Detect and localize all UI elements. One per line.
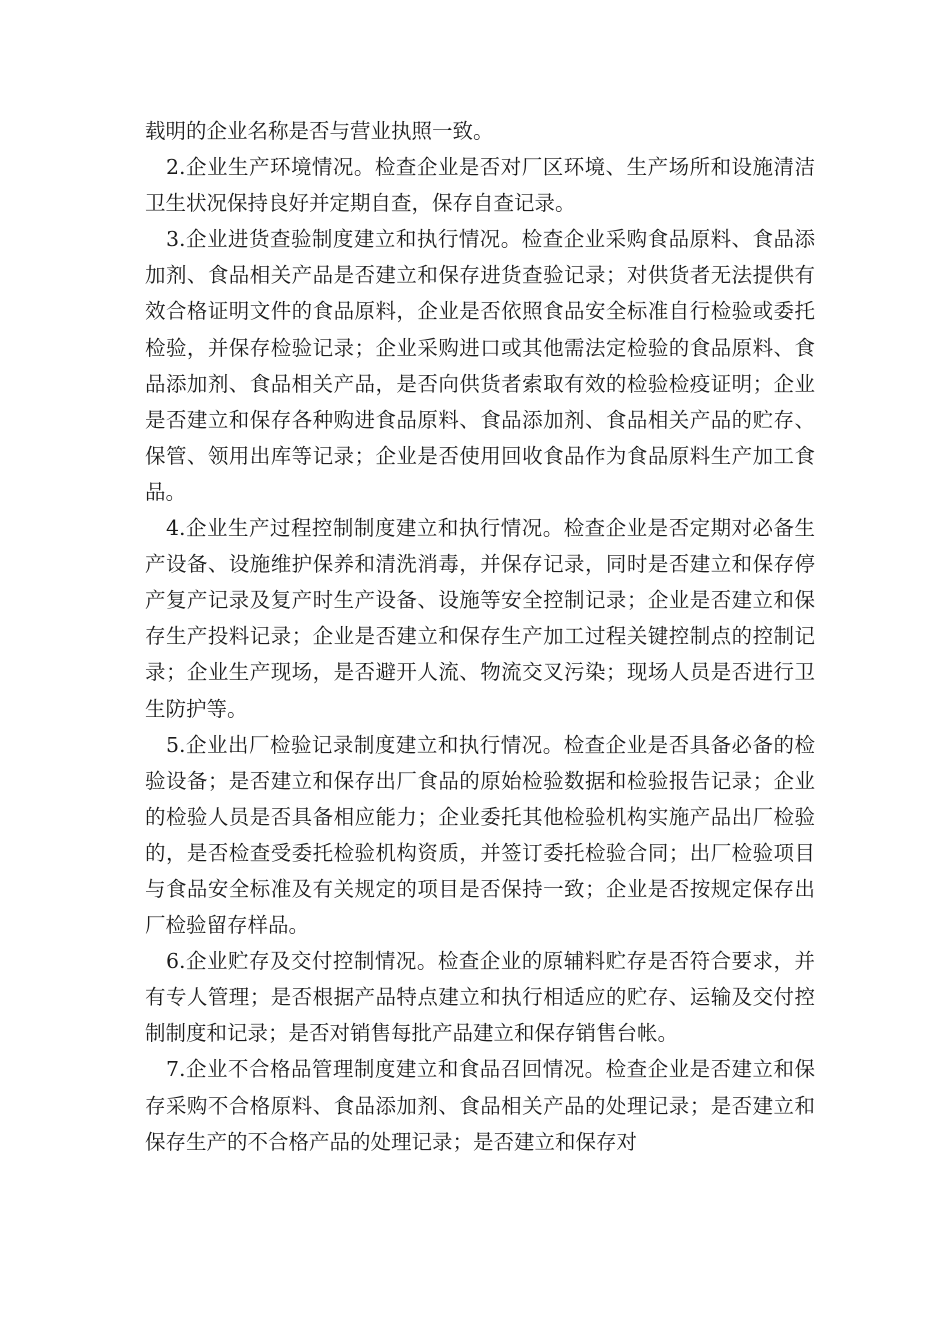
paragraph-5: 5.企业出厂检验记录制度建立和执行情况。检查企业是否具备必备的检验设备；是否建立和保存出厂食品的原始检验数据和检验报告记录；企业的检验人员是否具备相应能力；企业委托其他检验机构实施产品出厂检验的，是否检查受委托检验机构资质，并签订委托检验合同；出厂检验项目与食品安全标准及有关规定的项目是否保持一致；企业是否按规定保存出厂检验留存样品。	[145, 732, 815, 938]
paragraph-4: 4.企业生产过程控制制度建立和执行情况。检查企业是否定期对必备生产设备、设施维护保养和清洗消毒，并保存记录，同时是否建立和保存停产复产记录及复产时生产设备、设施等安全控制记录；企业是否建立和保存生产投料记录；企业是否建立和保存生产加工过程关键控制点的控制记录；企业生产现场，是否避开人流、物流交叉污染；现场人员是否进行卫生防护等。	[145, 516, 815, 721]
paragraph-7: 7.企业不合格品管理制度建立和食品召回情况。检查企业是否建立和保存采购不合格原料、食品添加剂、食品相关产品的处理记录；是否建立和保存生产的不合格产品的处理记录；是否建立和保存对	[145, 1057, 815, 1154]
paragraph-6: 6.企业贮存及交付控制情况。检查企业的原辅料贮存是否符合要求，并有专人管理；是否根据产品特点建立和执行相适应的贮存、运输及交付控制制度和记录；是否对销售每批产品建立和保存销售台帐。	[145, 949, 815, 1046]
paragraph-2: 2.企业生产环境情况。检查企业是否对厂区环境、生产场所和设施清洁卫生状况保持良好并定期自查，保存自查记录。	[145, 155, 815, 216]
document-page	[145, 113, 815, 1160]
paragraph-1: 载明的企业名称是否与营业执照一致。	[145, 119, 494, 143]
paragraph-3: 3.企业进货查验制度建立和执行情况。检查企业采购食品原料、食品添加剂、食品相关产品是否建立和保存进货查验记录；对供货者无法提供有效合格证明文件的食品原料，企业是否依照食品安全标准自行检验或委托检验，并保存检验记录；企业采购进口或其他需法定检验的食品原料、食品添加剂、食品相关产品，是否向供货者索取有效的检验检疫证明；企业是否建立和保存各种购进食品原料、食品添加剂、食品相关产品的贮存、保管、领用出库等记录；企业是否使用回收食品作为食品原料生产加工食品。	[145, 227, 815, 504]
